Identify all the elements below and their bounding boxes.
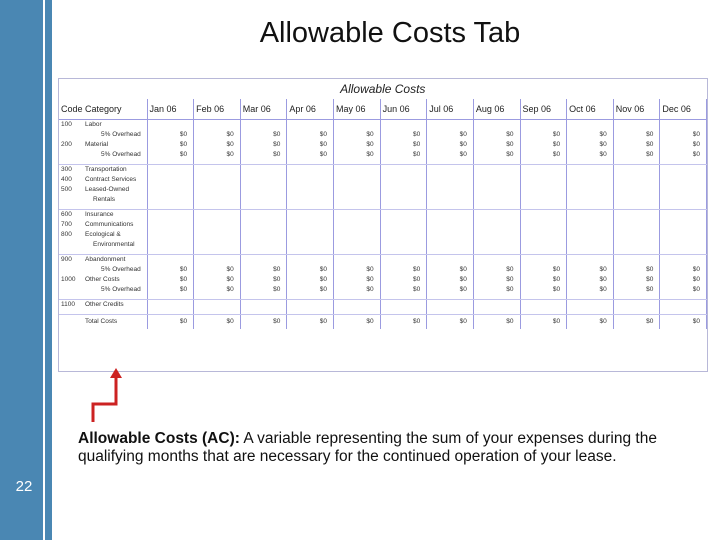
cell-value bbox=[380, 240, 427, 250]
cell-value: $0 bbox=[287, 265, 334, 275]
cell-value bbox=[334, 240, 381, 250]
cell-code: 600 bbox=[61, 211, 72, 218]
cell-value bbox=[240, 255, 287, 266]
cell-value: $0 bbox=[147, 285, 194, 295]
cell-value bbox=[613, 195, 660, 205]
table-row bbox=[59, 230, 707, 240]
cell-value bbox=[567, 255, 614, 266]
cell-value bbox=[380, 175, 427, 185]
cell-value: $0 bbox=[427, 265, 474, 275]
allowable-costs-table-panel bbox=[58, 78, 708, 372]
header-month: Mar 06 bbox=[240, 99, 287, 120]
cell-value bbox=[287, 195, 334, 205]
cell-value: $0 bbox=[240, 130, 287, 140]
cell-code bbox=[59, 130, 83, 140]
cell-value: $0 bbox=[380, 285, 427, 295]
cell-value bbox=[520, 175, 567, 185]
cell-value: $0 bbox=[613, 285, 660, 295]
header-category: Category bbox=[83, 99, 147, 120]
table-title: Allowable Costs bbox=[340, 82, 426, 96]
cell-value: $0 bbox=[660, 265, 707, 275]
cell-value bbox=[520, 195, 567, 205]
cell-value bbox=[567, 185, 614, 195]
cell-value: $0 bbox=[520, 150, 567, 160]
table-row bbox=[59, 300, 707, 311]
total-row bbox=[59, 315, 707, 330]
cell-value: $0 bbox=[334, 315, 381, 330]
cell-value bbox=[287, 120, 334, 131]
cell-value bbox=[147, 255, 194, 266]
table-row bbox=[59, 185, 707, 195]
cell-category: 5% Overhead bbox=[83, 150, 147, 160]
cell-value bbox=[473, 300, 520, 311]
cell-value bbox=[567, 195, 614, 205]
cell-value bbox=[334, 165, 381, 176]
cell-value: $0 bbox=[147, 140, 194, 150]
cell-value: $0 bbox=[240, 285, 287, 295]
cell-value bbox=[240, 230, 287, 240]
sidebar-divider bbox=[43, 0, 45, 540]
cell-value bbox=[520, 230, 567, 240]
cell-code bbox=[59, 265, 83, 275]
cell-value: $0 bbox=[240, 140, 287, 150]
cell-value bbox=[613, 210, 660, 221]
cell-code: 700 bbox=[61, 221, 72, 228]
cell-value: $0 bbox=[334, 265, 381, 275]
table-row bbox=[59, 210, 707, 221]
cell-value: $0 bbox=[334, 150, 381, 160]
cell-category: Ecological & bbox=[83, 230, 147, 240]
cell-code bbox=[59, 150, 83, 160]
cell-value bbox=[334, 185, 381, 195]
cell-value bbox=[427, 185, 474, 195]
cell-value bbox=[613, 240, 660, 250]
cell-value: $0 bbox=[473, 140, 520, 150]
cell-value bbox=[334, 220, 381, 230]
cell-value bbox=[240, 175, 287, 185]
cell-value bbox=[147, 165, 194, 176]
cell-value: $0 bbox=[660, 150, 707, 160]
cell-value: $0 bbox=[194, 285, 241, 295]
cell-value bbox=[613, 220, 660, 230]
cell-value bbox=[613, 120, 660, 131]
cell-value bbox=[380, 195, 427, 205]
cell-category: Other Credits bbox=[83, 300, 147, 311]
cell-value bbox=[473, 120, 520, 131]
cell-value bbox=[287, 255, 334, 266]
cell-value: $0 bbox=[427, 150, 474, 160]
cell-value bbox=[660, 230, 707, 240]
header-month: Jun 06 bbox=[380, 99, 427, 120]
cell-value bbox=[613, 230, 660, 240]
cell-value: $0 bbox=[240, 150, 287, 160]
cell-value bbox=[287, 165, 334, 176]
cell-value bbox=[660, 195, 707, 205]
cell-value: $0 bbox=[660, 285, 707, 295]
cell-value: $0 bbox=[660, 140, 707, 150]
cell-category: 5% Overhead bbox=[83, 285, 147, 295]
cell-value: $0 bbox=[660, 130, 707, 140]
cell-value: $0 bbox=[287, 130, 334, 140]
cell-value: $0 bbox=[427, 275, 474, 285]
table-row bbox=[59, 265, 707, 275]
cell-category: Abandonment bbox=[83, 255, 147, 266]
cell-value bbox=[240, 195, 287, 205]
cell-value bbox=[660, 120, 707, 131]
cell-value bbox=[660, 255, 707, 266]
cell-value bbox=[147, 195, 194, 205]
cell-value bbox=[334, 210, 381, 221]
cell-value bbox=[520, 165, 567, 176]
cell-value bbox=[240, 300, 287, 311]
cell-value: $0 bbox=[427, 315, 474, 330]
cell-value: $0 bbox=[287, 275, 334, 285]
cell-value bbox=[287, 300, 334, 311]
cell-value bbox=[334, 230, 381, 240]
cell-category: 5% Overhead bbox=[83, 265, 147, 275]
cell-value: $0 bbox=[520, 265, 567, 275]
cell-value: $0 bbox=[334, 140, 381, 150]
cell-value bbox=[194, 175, 241, 185]
cell-value: $0 bbox=[287, 315, 334, 330]
cell-value bbox=[427, 195, 474, 205]
cell-value bbox=[194, 230, 241, 240]
cell-value bbox=[660, 240, 707, 250]
cell-value bbox=[380, 220, 427, 230]
cell-value bbox=[520, 255, 567, 266]
cell-value: $0 bbox=[334, 130, 381, 140]
cell-value bbox=[147, 185, 194, 195]
cell-value bbox=[473, 195, 520, 205]
cell-value bbox=[334, 300, 381, 311]
cell-value: $0 bbox=[287, 140, 334, 150]
cell-value bbox=[194, 255, 241, 266]
cell-value: $0 bbox=[380, 140, 427, 150]
header-month: Sep 06 bbox=[520, 99, 567, 120]
cell-value bbox=[427, 210, 474, 221]
cell-value bbox=[473, 165, 520, 176]
cell-value bbox=[287, 230, 334, 240]
cell-value: $0 bbox=[520, 130, 567, 140]
cell-value: $0 bbox=[613, 275, 660, 285]
cell-value bbox=[427, 230, 474, 240]
cell-code bbox=[59, 285, 83, 295]
cell-value: $0 bbox=[567, 130, 614, 140]
cell-value: $0 bbox=[520, 140, 567, 150]
cell-value: $0 bbox=[473, 150, 520, 160]
cell-value bbox=[427, 300, 474, 311]
cell-value: $0 bbox=[473, 315, 520, 330]
cell-value: $0 bbox=[194, 275, 241, 285]
cell-value bbox=[194, 185, 241, 195]
cell-category: Environmental bbox=[83, 240, 147, 250]
header-month: Jan 06 bbox=[147, 99, 194, 120]
cell-value bbox=[473, 230, 520, 240]
cell-value: $0 bbox=[240, 315, 287, 330]
cell-value: $0 bbox=[334, 275, 381, 285]
cell-value bbox=[520, 185, 567, 195]
cell-value bbox=[520, 220, 567, 230]
cell-value bbox=[147, 240, 194, 250]
cell-value: $0 bbox=[613, 150, 660, 160]
cell-value bbox=[660, 165, 707, 176]
header-month: Nov 06 bbox=[613, 99, 660, 120]
cell-value: $0 bbox=[520, 275, 567, 285]
cell-value: $0 bbox=[520, 285, 567, 295]
cell-value bbox=[473, 255, 520, 266]
cell-value bbox=[194, 210, 241, 221]
cell-value bbox=[567, 230, 614, 240]
cell-value bbox=[427, 240, 474, 250]
cell-value: $0 bbox=[240, 275, 287, 285]
cell-value: $0 bbox=[380, 265, 427, 275]
cell-value bbox=[427, 175, 474, 185]
cell-value bbox=[334, 120, 381, 131]
cell-value bbox=[567, 210, 614, 221]
cell-value: $0 bbox=[147, 150, 194, 160]
cell-value bbox=[334, 195, 381, 205]
cell-value: $0 bbox=[147, 275, 194, 285]
cell-value bbox=[427, 120, 474, 131]
cell-value: $0 bbox=[240, 265, 287, 275]
cell-value bbox=[473, 210, 520, 221]
header-code: Code bbox=[59, 99, 83, 120]
allowable-costs-table bbox=[59, 79, 707, 329]
description-term: Allowable Costs (AC): bbox=[78, 430, 240, 447]
cell-value: $0 bbox=[380, 130, 427, 140]
cell-value: $0 bbox=[613, 315, 660, 330]
cell-value bbox=[613, 165, 660, 176]
cell-category: Material bbox=[83, 140, 147, 150]
cell-value bbox=[520, 120, 567, 131]
table-row bbox=[59, 285, 707, 295]
cell-value bbox=[240, 240, 287, 250]
cell-value bbox=[287, 220, 334, 230]
header-month: Oct 06 bbox=[567, 99, 614, 120]
cell-code: 300 bbox=[61, 166, 72, 173]
table-row bbox=[59, 130, 707, 140]
cell-value bbox=[380, 300, 427, 311]
cell-code bbox=[59, 315, 83, 330]
cell-value bbox=[194, 195, 241, 205]
header-month: Jul 06 bbox=[427, 99, 474, 120]
cell-value: $0 bbox=[473, 275, 520, 285]
cell-value: $0 bbox=[567, 140, 614, 150]
table-header-row bbox=[59, 99, 707, 120]
cell-value: $0 bbox=[473, 285, 520, 295]
cell-value: $0 bbox=[660, 275, 707, 285]
table-row bbox=[59, 165, 707, 176]
cell-category: 5% Overhead bbox=[83, 130, 147, 140]
cell-value bbox=[147, 230, 194, 240]
cell-value bbox=[567, 175, 614, 185]
cell-value bbox=[334, 255, 381, 266]
cell-value bbox=[380, 120, 427, 131]
cell-value: $0 bbox=[660, 315, 707, 330]
cell-code bbox=[59, 240, 83, 250]
cell-category: Labor bbox=[83, 120, 147, 131]
table-row bbox=[59, 275, 707, 285]
cell-value bbox=[240, 210, 287, 221]
cell-value bbox=[380, 185, 427, 195]
cell-value: $0 bbox=[147, 130, 194, 140]
header-month: Apr 06 bbox=[287, 99, 334, 120]
table-row bbox=[59, 140, 707, 150]
cell-value: $0 bbox=[567, 285, 614, 295]
cell-value bbox=[427, 165, 474, 176]
cell-value: $0 bbox=[380, 315, 427, 330]
cell-value bbox=[334, 175, 381, 185]
table-row bbox=[59, 120, 707, 131]
cell-value bbox=[613, 300, 660, 311]
cell-value bbox=[473, 185, 520, 195]
cell-value bbox=[613, 255, 660, 266]
cell-value: $0 bbox=[287, 285, 334, 295]
header-month: Aug 06 bbox=[473, 99, 520, 120]
cell-value bbox=[567, 220, 614, 230]
cell-code: 800 bbox=[61, 231, 72, 238]
cell-code: 400 bbox=[61, 176, 72, 183]
cell-category: Other Costs bbox=[83, 275, 147, 285]
cell-value: $0 bbox=[194, 140, 241, 150]
cell-value bbox=[567, 240, 614, 250]
cell-category: Total Costs bbox=[83, 315, 147, 330]
header-month: Feb 06 bbox=[194, 99, 241, 120]
cell-value bbox=[194, 165, 241, 176]
cell-value: $0 bbox=[567, 265, 614, 275]
cell-value bbox=[194, 240, 241, 250]
cell-value bbox=[147, 120, 194, 131]
cell-value bbox=[613, 185, 660, 195]
cell-value bbox=[520, 210, 567, 221]
cell-value bbox=[660, 220, 707, 230]
cell-value bbox=[147, 210, 194, 221]
cell-value bbox=[660, 175, 707, 185]
cell-value bbox=[287, 240, 334, 250]
cell-value bbox=[567, 165, 614, 176]
cell-value bbox=[660, 185, 707, 195]
cell-category: Transportation bbox=[83, 165, 147, 176]
cell-category: Leased-Owned bbox=[83, 185, 147, 195]
cell-value: $0 bbox=[194, 315, 241, 330]
header-month: Dec 06 bbox=[660, 99, 707, 120]
allowable-costs-description bbox=[78, 430, 708, 466]
cell-value bbox=[147, 300, 194, 311]
cell-value bbox=[240, 120, 287, 131]
cell-value: $0 bbox=[380, 275, 427, 285]
cell-value bbox=[380, 165, 427, 176]
description-text: A variable representing the sum of your expenses during the qualifying months that are necessary for the continued operation of your lease. bbox=[78, 430, 657, 465]
cell-value: $0 bbox=[613, 265, 660, 275]
cell-value: $0 bbox=[427, 140, 474, 150]
cell-value: $0 bbox=[520, 315, 567, 330]
cell-value: $0 bbox=[147, 315, 194, 330]
cell-value bbox=[567, 300, 614, 311]
cell-category: Communications bbox=[83, 220, 147, 230]
cell-value bbox=[380, 255, 427, 266]
cell-value: $0 bbox=[567, 275, 614, 285]
cell-value bbox=[473, 175, 520, 185]
cell-value: $0 bbox=[427, 285, 474, 295]
cell-value bbox=[380, 230, 427, 240]
cell-value: $0 bbox=[567, 315, 614, 330]
cell-value bbox=[520, 300, 567, 311]
slide-title: Allowable Costs Tab bbox=[259, 17, 521, 49]
cell-value: $0 bbox=[380, 150, 427, 160]
cell-value bbox=[287, 185, 334, 195]
cell-value bbox=[427, 220, 474, 230]
cell-value: $0 bbox=[287, 150, 334, 160]
cell-value bbox=[567, 120, 614, 131]
cell-value bbox=[660, 300, 707, 311]
table-row bbox=[59, 195, 707, 205]
cell-code: 1100 bbox=[61, 301, 75, 308]
cell-value: $0 bbox=[473, 130, 520, 140]
cell-value bbox=[194, 220, 241, 230]
cell-value bbox=[194, 300, 241, 311]
cell-value bbox=[240, 220, 287, 230]
table-row bbox=[59, 255, 707, 266]
cell-value bbox=[287, 175, 334, 185]
cell-value bbox=[147, 175, 194, 185]
header-month: May 06 bbox=[334, 99, 381, 120]
cell-value bbox=[194, 120, 241, 131]
cell-code: 1000 bbox=[61, 276, 76, 283]
cell-value: $0 bbox=[147, 265, 194, 275]
cell-code bbox=[59, 195, 83, 205]
cell-value bbox=[473, 240, 520, 250]
cell-value: $0 bbox=[194, 150, 241, 160]
table-row bbox=[59, 220, 707, 230]
cell-value bbox=[427, 255, 474, 266]
cell-code: 100 bbox=[61, 121, 72, 128]
cell-value bbox=[660, 210, 707, 221]
cell-value bbox=[613, 175, 660, 185]
cell-value bbox=[473, 220, 520, 230]
cell-category: Rentals bbox=[83, 195, 147, 205]
cell-value bbox=[240, 185, 287, 195]
cell-value: $0 bbox=[613, 140, 660, 150]
cell-category: Insurance bbox=[83, 210, 147, 221]
cell-code: 900 bbox=[61, 256, 72, 263]
cell-value: $0 bbox=[427, 130, 474, 140]
cell-value bbox=[287, 210, 334, 221]
cell-value bbox=[147, 220, 194, 230]
slide-number: 22 bbox=[15, 478, 33, 495]
cell-value: $0 bbox=[567, 150, 614, 160]
cell-value: $0 bbox=[194, 265, 241, 275]
cell-value: $0 bbox=[613, 130, 660, 140]
cell-value bbox=[380, 210, 427, 221]
cell-value: $0 bbox=[473, 265, 520, 275]
cell-value bbox=[520, 240, 567, 250]
cell-code: 500 bbox=[61, 186, 72, 193]
cell-value: $0 bbox=[334, 285, 381, 295]
table-row bbox=[59, 175, 707, 185]
cell-code: 200 bbox=[61, 141, 72, 148]
table-row bbox=[59, 240, 707, 250]
cell-category: Contract Services bbox=[83, 175, 147, 185]
table-row bbox=[59, 150, 707, 160]
callout-connector bbox=[86, 368, 126, 422]
cell-value: $0 bbox=[194, 130, 241, 140]
cell-value bbox=[240, 165, 287, 176]
